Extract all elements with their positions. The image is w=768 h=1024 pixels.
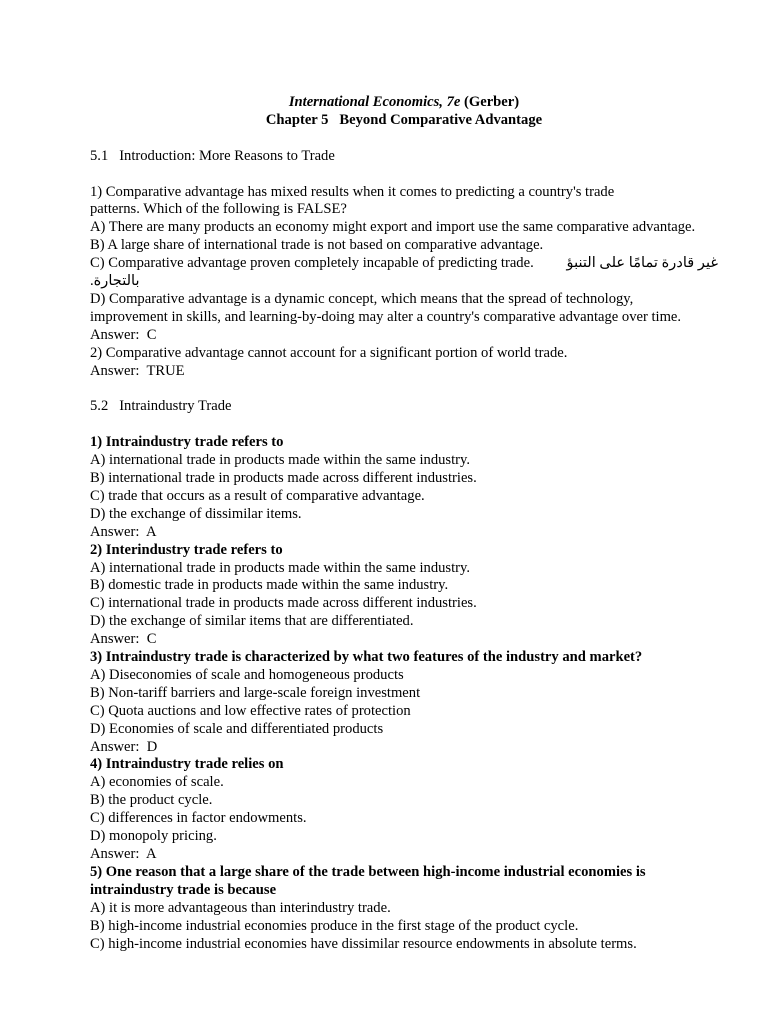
question-stem-line: intraindustry trade is because — [90, 881, 277, 898]
answer-key: Answer: D — [90, 738, 158, 755]
question-stem-line: 1) Intraindustry trade refers to — [90, 434, 284, 451]
answer-key: Answer: C — [90, 326, 157, 343]
question-stem-line: 2) Comparative advantage cannot account for a significant portion of world trade. — [90, 344, 568, 361]
answer-option: A) it is more advantageous than interindustry trade. — [90, 899, 391, 916]
answer-option: D) monopoly pricing. — [90, 828, 217, 845]
answer-option: B) high-income industrial economies produce in the first stage of the product cycle. — [90, 917, 579, 934]
answer-key: Answer: TRUE — [90, 362, 185, 379]
answer-key: Answer: C — [90, 631, 157, 648]
answer-option — [90, 255, 718, 273]
answer-option: B) domestic trade in products made within the same industry. — [90, 577, 449, 594]
section-heading: 5.1 Introduction: More Reasons to Trade — [90, 147, 335, 164]
question-stem-line: 2) Interindustry trade refers to — [90, 541, 283, 558]
answer-option: A) economies of scale. — [90, 774, 224, 791]
answer-option: A) There are many products an economy might export and import use the same comparative advantage. — [90, 219, 696, 236]
answer-option: B) international trade in products made across different industries. — [90, 469, 477, 486]
answer-option: D) Economies of scale and differentiated products — [90, 720, 384, 737]
answer-option: C) Quota auctions and low effective rates of protection — [90, 702, 411, 719]
answer-option: D) Comparative advantage is a dynamic concept, which means that the spread of technology, — [90, 290, 634, 307]
question-stem-line: patterns. Which of the following is FALSE? — [90, 201, 347, 218]
answer-option: A) Diseconomies of scale and homogeneous products — [90, 666, 404, 683]
book-author: (Gerber) — [464, 94, 520, 110]
answer-option: B) A large share of international trade is not based on comparative advantage. — [90, 237, 544, 254]
section-heading: 5.2 Intraindustry Trade — [90, 398, 232, 415]
answer-option: C) differences in factor endowments. — [90, 810, 307, 827]
header-title-line — [50, 94, 758, 112]
arabic-annotation: غير قادرة تمامًا على التنبؤ — [566, 255, 718, 272]
answer-option: C) international trade in products made across different industries. — [90, 595, 477, 612]
answer-option: A) international trade in products made within the same industry. — [90, 452, 471, 469]
question-stem-line: 1) Comparative advantage has mixed results when it comes to predicting a country's trade — [90, 183, 615, 200]
answer-option: B) Non-tariff barriers and large-scale foreign investment — [90, 684, 421, 701]
answer-option: improvement in skills, and learning-by-doing may alter a country's comparative advantage over time. — [90, 308, 682, 325]
answer-key: Answer: A — [90, 523, 157, 540]
arabic-annotation-continued: بالتجارة. — [90, 273, 140, 290]
answer-option-text: C) Comparative advantage proven completely incapable of predicting trade. — [90, 255, 534, 272]
answer-option: C) high-income industrial economies have dissimilar resource endowments in absolute terms. — [90, 935, 637, 952]
answer-option: A) international trade in products made within the same industry. — [90, 559, 471, 576]
document-header — [50, 94, 758, 130]
question-stem-line: 5) One reason that a large share of the trade between high-income industrial economies is — [90, 863, 646, 880]
answer-option: C) trade that occurs as a result of comparative advantage. — [90, 487, 425, 504]
answer-option: B) the product cycle. — [90, 792, 213, 809]
answer-option: D) the exchange of similar items that are differentiated. — [90, 613, 414, 630]
question-stem-line: 4) Intraindustry trade relies on — [90, 756, 284, 773]
chapter-title: Chapter 5 Beyond Comparative Advantage — [265, 111, 543, 128]
book-title: International Economics, 7e — [288, 94, 461, 110]
answer-key: Answer: A — [90, 846, 157, 862]
answer-option: D) the exchange of dissimilar items. — [90, 505, 302, 522]
question-stem-line: 3) Intraindustry trade is characterized by what two features of the industry and market? — [90, 649, 643, 666]
